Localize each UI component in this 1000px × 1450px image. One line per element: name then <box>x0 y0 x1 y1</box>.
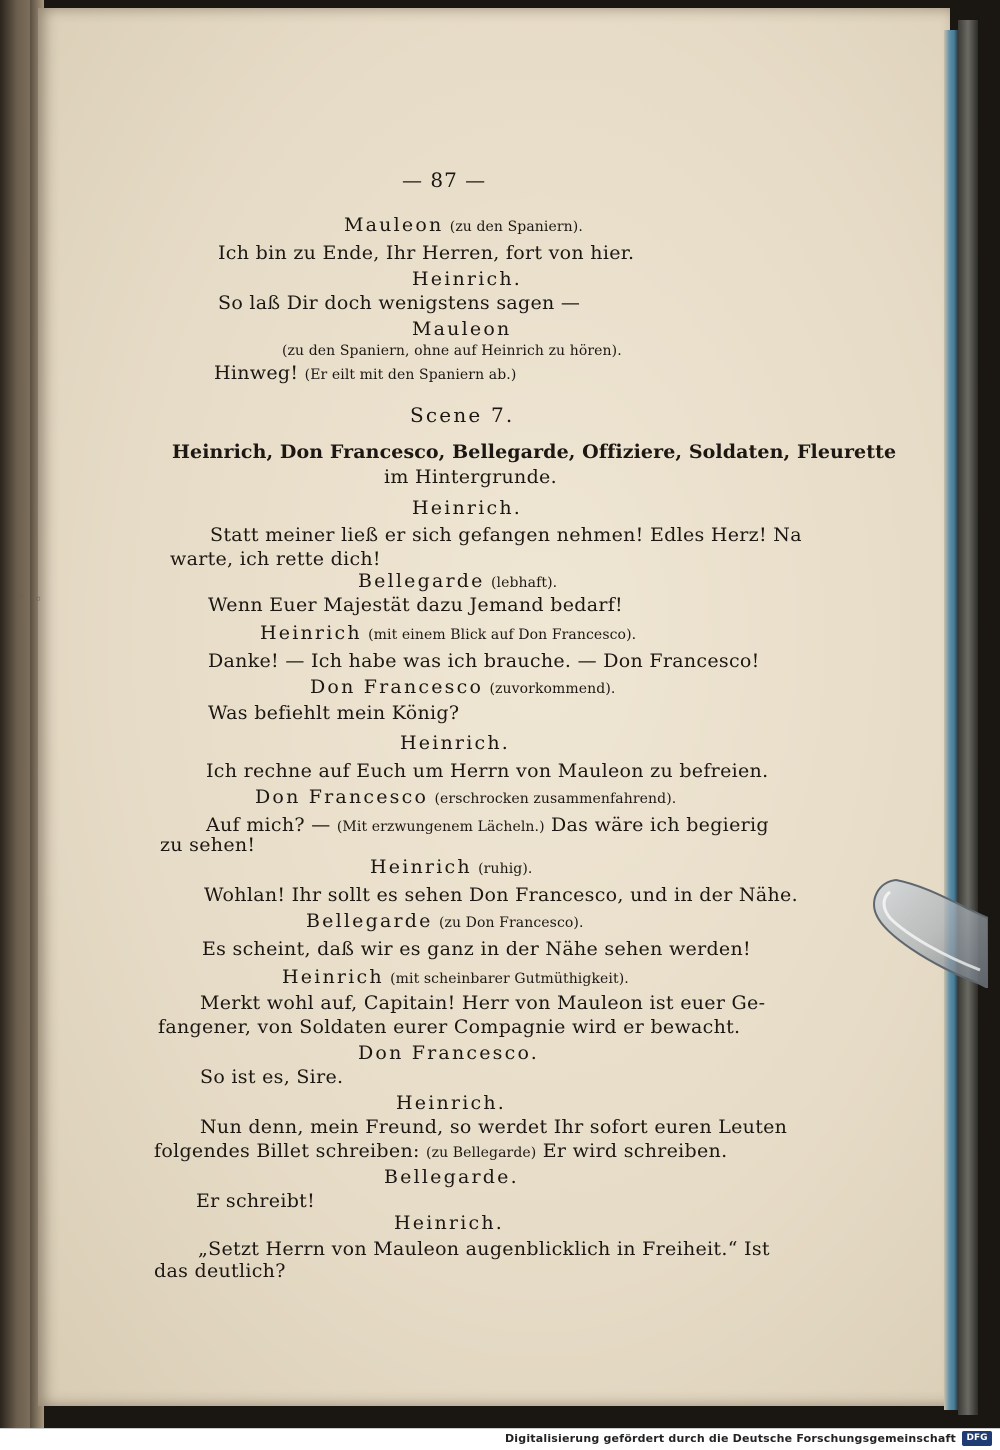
stage-direction: (mit scheinbarer Gutmüthigkeit). <box>390 971 629 987</box>
dialogue-line: zu sehen! <box>160 834 256 856</box>
cast-list-continued: im Hintergrunde. <box>384 466 557 488</box>
speaker-name: Heinrich <box>370 856 472 878</box>
speaker-name: Heinrich. <box>394 1212 505 1234</box>
dialogue-line: fangener, von Soldaten eurer Compagnie wird er bewacht. <box>158 1016 741 1038</box>
speaker-line <box>282 966 629 988</box>
speaker-line <box>370 856 532 878</box>
stage-direction: (lebhaft). <box>490 575 558 591</box>
margin-mark: ◦ <box>34 592 43 608</box>
dialogue-line: das deutlich? <box>154 1260 286 1282</box>
dialogue-line: Wohlan! Ihr sollt es sehen Don Francesco, und in der Nähe. <box>204 884 798 906</box>
page-clip-bookmark <box>868 878 988 988</box>
stage-direction: (Er eilt mit den Spaniern ab.) <box>304 367 517 383</box>
dialogue-line: Ich bin zu Ende, Ihr Herren, fort von hier. <box>218 242 635 264</box>
speaker-name: Mauleon <box>412 318 512 340</box>
speaker-line <box>344 214 583 236</box>
speaker-name: Bellegarde <box>306 910 433 932</box>
speaker-line <box>255 786 676 808</box>
dialogue-line <box>154 1140 727 1162</box>
speaker-name: Heinrich <box>260 622 362 644</box>
speaker-name: Don Francesco <box>310 676 484 698</box>
dialogue-text: Auf mich? — <box>206 814 331 836</box>
dialogue-line: Er schreibt! <box>196 1190 316 1212</box>
stage-direction: (zuvorkommend). <box>489 681 616 697</box>
footer-bar <box>0 1428 1000 1450</box>
page-number: — 87 — <box>402 168 487 192</box>
stage-direction: (zu Don Francesco). <box>438 915 584 931</box>
speaker-name: Heinrich. <box>400 732 511 754</box>
speaker-name: Heinrich. <box>396 1092 507 1114</box>
page-edge-blue <box>944 30 958 1410</box>
speaker-name: Bellegarde <box>358 570 485 592</box>
dfg-logo: DFG <box>962 1431 992 1446</box>
stage-direction: (ruhig). <box>478 861 533 877</box>
speaker-name: Don Francesco <box>255 786 429 808</box>
speaker-name: Don Francesco. <box>358 1042 540 1064</box>
speaker-name: Heinrich. <box>412 268 523 290</box>
cast-list: Heinrich, Don Francesco, Bellegarde, Offiziere, Soldaten, Fleurette <box>172 441 897 463</box>
margin-mark: ◦ <box>18 590 27 606</box>
dialogue-line: Ich rechne auf Euch um Herrn von Mauleon zu befreien. <box>206 760 769 782</box>
dialogue-text: Hinweg! <box>214 362 299 384</box>
stage-direction: (erschrocken zusammenfahrend). <box>434 791 677 807</box>
dialogue-line: Wenn Euer Majestät dazu Jemand bedarf! <box>208 594 623 616</box>
dialogue-line <box>214 362 516 384</box>
dialogue-line: Es scheint, daß wir es ganz in der Nähe sehen werden! <box>202 938 751 960</box>
stage-direction: (zu den Spaniern). <box>449 219 583 235</box>
stage-direction: (zu den Spaniern, ohne auf Heinrich zu hören). <box>282 343 622 359</box>
stage-direction: (Mit erzwungenem Lächeln.) <box>336 819 545 835</box>
dialogue-line: Nun denn, mein Freund, so werdet Ihr sofort euren Leuten <box>200 1116 788 1138</box>
dialogue-text: folgendes Billet schreiben: <box>154 1140 420 1162</box>
speaker-name: Bellegarde. <box>384 1166 519 1188</box>
dialogue-line: „Setzt Herrn von Mauleon augenblicklich in Freiheit.“ Ist <box>198 1238 770 1260</box>
speaker-line <box>260 622 636 644</box>
dialogue-line: So laß Dir doch wenigstens sagen — <box>218 292 581 314</box>
dialogue-text: Das wäre ich begierig <box>551 814 769 836</box>
book-cover-edge <box>958 20 978 1415</box>
stage-direction: (mit einem Blick auf Don Francesco). <box>368 627 637 643</box>
dialogue-line: Was befiehlt mein König? <box>208 702 460 724</box>
speaker-line <box>358 570 557 592</box>
dialogue-text: Er wird schreiben. <box>542 1140 728 1162</box>
speaker-name: Heinrich <box>282 966 384 988</box>
dialogue-line: So ist es, Sire. <box>200 1066 344 1088</box>
dialogue-line: Danke! — Ich habe was ich brauche. — Don Francesco! <box>208 650 760 672</box>
dialogue-line: warte, ich rette dich! <box>170 548 381 570</box>
stage-direction: (zu Bellegarde) <box>426 1145 537 1161</box>
dialogue-line <box>206 814 769 836</box>
dialogue-line: Merkt wohl auf, Capitain! Herr von Mauleon ist euer Ge- <box>200 992 766 1014</box>
speaker-name: Heinrich. <box>412 497 523 519</box>
speaker-line <box>310 676 615 698</box>
speaker-line <box>306 910 584 932</box>
scene-heading: Scene 7. <box>410 403 515 427</box>
dialogue-line: Statt meiner ließ er sich gefangen nehmen! Edles Herz! Na <box>210 524 802 546</box>
footer-credit: Digitalisierung gefördert durch die Deutsche Forschungsgemeinschaft <box>504 1432 956 1445</box>
speaker-name: Mauleon <box>344 214 444 236</box>
